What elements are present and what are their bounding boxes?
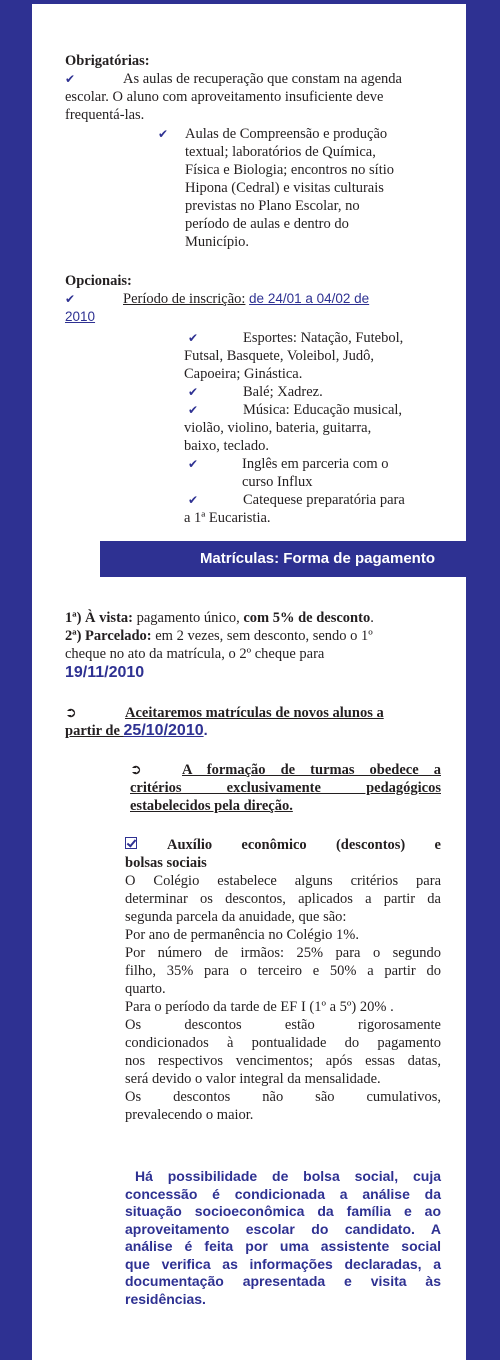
obrigatorias-section: Obrigatórias: ✔ As aulas de recuperação que constam na agenda escolar. O aluno com aproveitamento insuficiente deve frequentá-las. xyxy=(65,52,445,124)
auxilio-section: Auxílio econômico (descontos) e bolsas sociais O Colégio estabelece alguns critérios para determinar os descontos, aplicados a partir da segunda parcela da anuidade, que são: Por ano de permanência no Colégio 1%. Por número de irmãos: 25% para o segundo filho, 35% para o terceiro e 50% a partir do quarto. Para o período da tarde de EF I (1º a 5º) 20% . Os descontos estão rigorosamente condicionados à pontualidade do pagamento nos respectivos vencimentos; após essas datas, será devido o valor integral da mensalidade. Os descontos não são cumulativos, prevalecendo o maior. xyxy=(125,837,441,1123)
pagamento-parcelado: 2ª) Parcelado: em 2 vezes, sem desconto, sendo o 1º xyxy=(65,628,373,644)
obrigatorias-item-2-text: Aulas de Compreensão e produção textual; laboratórios de Química, Física e Biologia; encontros no sítio Hipona (Cedral) e visitas culturais previstas no Plano Escolar, no período de aulas e dentro do Município. xyxy=(185,126,395,250)
check-icon: ✔ xyxy=(158,127,169,141)
checkbox-icon xyxy=(125,837,137,849)
obrigatorias-item-2 xyxy=(158,125,448,251)
check-icon: ✔ xyxy=(188,331,199,345)
parcelado-date: 19/11/2010 xyxy=(65,664,145,681)
opcional-ingles: ✔ Inglês em parceria com o curso Influx xyxy=(188,456,389,490)
novos-alunos-notice: ➲ Aceitaremos matrículas de novos alunos a partir de 25/10/2010. xyxy=(65,705,384,739)
bolsa-social-notice: Há possibilidade de bolsa social, cuja concessão é condicionada a análise da situação socioeconômica da família e ao aproveitamento escolar do candidato. A análise é feita por uma assistente social que verifica as informações declaradas, a documentação apresentada e visita às residências. xyxy=(125,1168,441,1307)
check-icon: ✔ xyxy=(188,385,199,399)
obrigatorias-title: Obrigatórias: xyxy=(65,53,150,69)
check-icon: ✔ xyxy=(188,403,199,417)
opcional-musica: ✔ Música: Educação musical, violão, violino, bateria, guitarra, baixo, teclado. xyxy=(184,402,403,454)
check-icon: ✔ xyxy=(65,292,76,306)
arrow-right-icon: ➲ xyxy=(65,705,77,721)
pagamento-avista: 1ª) À vista: pagamento único, com 5% de desconto. xyxy=(65,610,374,626)
check-icon: ✔ xyxy=(65,72,76,86)
section-banner: Matrículas: Forma de pagamento xyxy=(100,541,466,577)
pagamento-section: 1ª) À vista: pagamento único, com 5% de desconto. 2ª) Parcelado: em 2 vezes, sem desconto, sendo o 1º cheque no ato da matrícula, o 2º cheque para 19/11/2010 xyxy=(65,609,450,682)
periodo-inscricao: ✔ Período de inscrição: de 24/01 a 04/02 de xyxy=(65,291,370,307)
opcional-esportes: ✔ Esportes: Natação, Futebol, Futsal, Basquete, Voleibol, Judô, Capoeira; Ginástica. xyxy=(184,330,404,382)
opcionais-section: Opcionais: ✔ Período de inscrição: de 24/01 a 04/02 de 2010 xyxy=(65,272,445,326)
turmas-notice: ➲ A formação de turmas obedece a critérios exclusivamente pedagógicos estabelecidos pela direção. xyxy=(130,762,441,814)
top-border xyxy=(32,0,466,4)
opcional-catequese: ✔ Catequese preparatória para a 1ª Eucaristia. xyxy=(184,492,405,526)
check-icon: ✔ xyxy=(188,493,199,507)
arrow-right-icon: ➲ xyxy=(130,762,142,778)
opcionais-title: Opcionais: xyxy=(65,273,132,289)
opcionais-list xyxy=(184,329,444,527)
obrigatorias-item-1: ✔ As aulas de recuperação que constam na agenda xyxy=(65,71,402,87)
opcional-bale: ✔ Balé; Xadrez. xyxy=(188,384,323,400)
check-icon: ✔ xyxy=(188,457,199,471)
